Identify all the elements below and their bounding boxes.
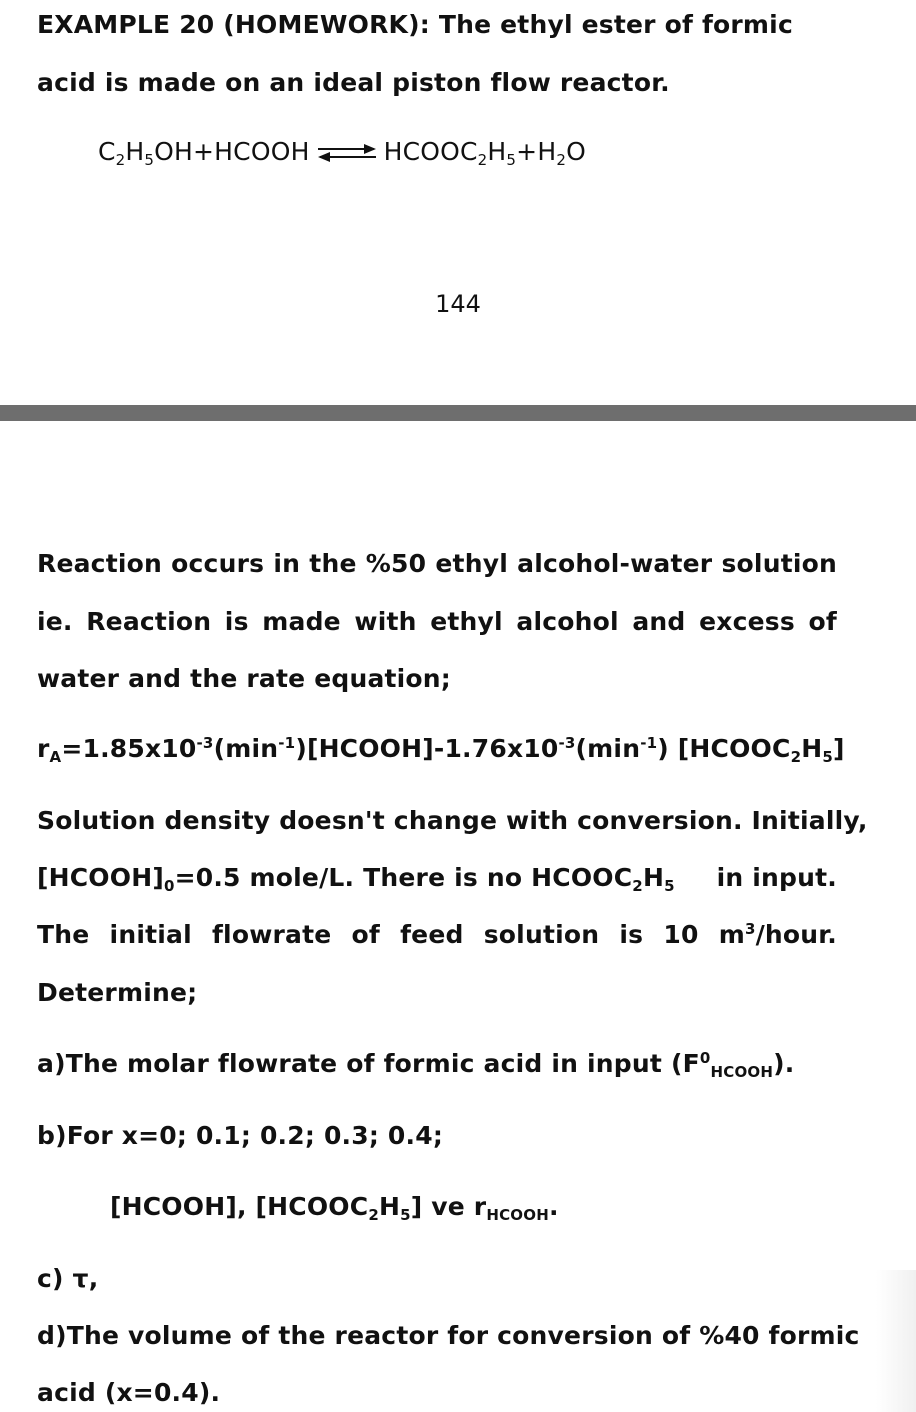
paragraph2-line2: $[HCOOH]_0=0.5$ mole/L. There is no $HCOOC_2H_5$ in input. xyxy=(37,863,837,895)
paragraph2-line3: The initial flowrate of feed solution is 10 $m^3$/hour. xyxy=(37,920,837,949)
question-a: a)The molar flowrate of formic acid in input $(F^0_{HCOOH})$. xyxy=(37,1049,795,1081)
question-d-line1: d)The volume of the reactor for conversion of %40 formic xyxy=(37,1321,860,1350)
equilibrium-arrow-icon xyxy=(316,142,378,164)
question-c: c) τ, xyxy=(37,1264,99,1293)
paragraph1-line3: water and the rate equation; xyxy=(37,664,451,693)
paragraph1-line1: Reaction occurs in the %50 ethyl alcohol-water solution xyxy=(37,549,837,578)
page-bottom xyxy=(0,421,916,1412)
page-top xyxy=(0,0,916,405)
example-title-line1: EXAMPLE 20 (HOMEWORK): The ethyl ester of formic xyxy=(37,10,793,39)
page-separator xyxy=(0,405,916,421)
paragraph1-line2: ie. Reaction is made with ethyl alcohol and excess of xyxy=(37,607,837,636)
reaction-equation xyxy=(98,137,586,169)
products: $HCOOC_2H_5+H_2O$ xyxy=(383,137,586,169)
paragraph2-line4: Determine; xyxy=(37,978,198,1007)
question-b-detail: [HCOOH], $[HCOOC_2H_5]$ ve $r_{HCOOH}$. xyxy=(110,1192,559,1224)
reactants: $C_2H_5OH+HCOOH$ xyxy=(98,137,310,169)
rate-equation: $r_A=1.85x10^{-3}(\min^{-1})[HCOOH]-1.76x10^{-3}(\min^{-1})$ $[HCOOC_2H_5]$ xyxy=(37,734,845,766)
paragraph2-line1: Solution density doesn't change with conversion. Initially, xyxy=(37,806,868,835)
example-title-line2: acid is made on an ideal piston flow reactor. xyxy=(37,68,670,97)
question-b: b)For x=0; 0.1; 0.2; 0.3; 0.4; xyxy=(37,1121,444,1150)
page-edge-shadow xyxy=(876,1270,916,1412)
page-number: 144 xyxy=(435,290,481,318)
question-d-line2: acid (x=0.4). xyxy=(37,1378,221,1407)
